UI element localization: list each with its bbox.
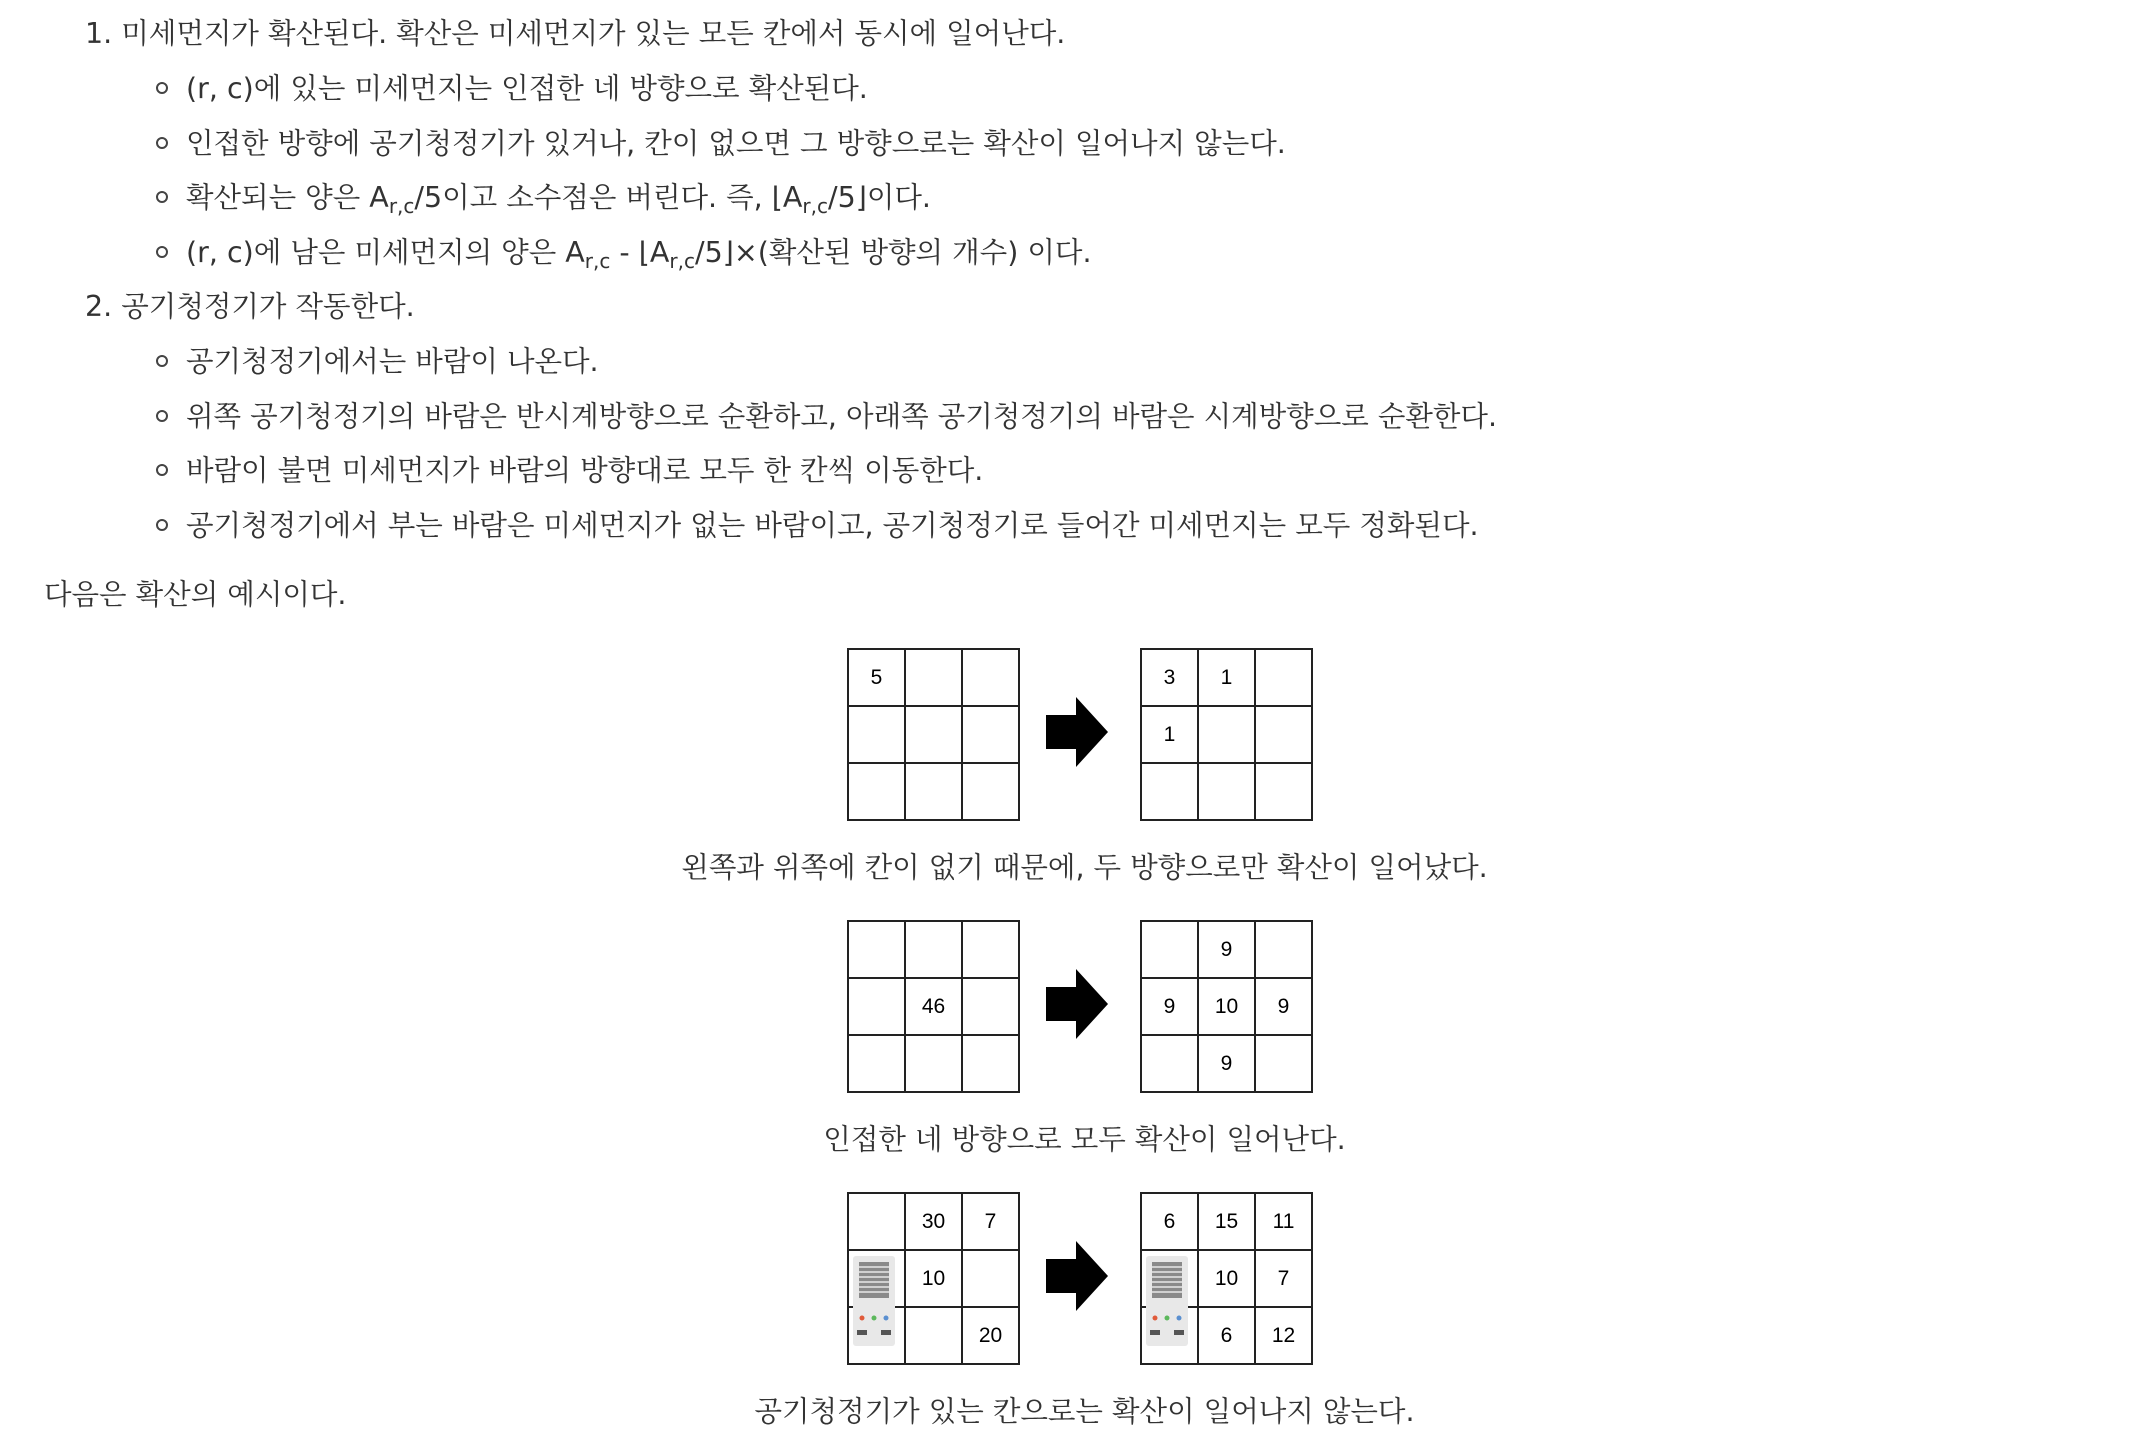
right-arrow-icon <box>1046 697 1108 767</box>
grid-cell <box>905 706 962 763</box>
grid-cell <box>1141 1035 1198 1092</box>
grid-cell <box>848 706 905 763</box>
step-2-bullet-4: 공기청정기에서 부는 바람은 미세먼지가 없는 바람이고, 공기청정기로 들어간 미세먼지는 모두 정화된다. <box>156 506 1479 546</box>
grid-cell: 9 <box>1141 978 1198 1035</box>
step-1-bullet-2: 인접한 방향에 공기청정기가 있거나, 칸이 없으면 그 방향으로는 확산이 일어나지 않는다. <box>156 124 1286 164</box>
step-1 <box>85 14 1065 54</box>
grid-cell: 15 <box>1198 1193 1255 1250</box>
grid-cell <box>905 921 962 978</box>
grid-cell: 10 <box>1198 1250 1255 1307</box>
grid-cell <box>962 1035 1019 1092</box>
example-3-caption: 공기청정기가 있는 칸으로는 확산이 일어나지 않는다. <box>754 1395 1415 1428</box>
grid-cell: 9 <box>1255 978 1312 1035</box>
bullet-icon <box>156 410 168 422</box>
grid-cell: 7 <box>1255 1250 1312 1307</box>
grid-cell <box>905 763 962 820</box>
grid-cell <box>1198 763 1255 820</box>
step-2 <box>85 287 415 327</box>
grid-cell: 10 <box>1198 978 1255 1035</box>
bullet-icon <box>156 519 168 531</box>
grid-cell <box>962 978 1019 1035</box>
grid-cell: 46 <box>905 978 962 1035</box>
grid-cell <box>848 1193 905 1250</box>
bullet-icon <box>156 246 168 258</box>
example-1-before-grid <box>847 648 1020 821</box>
step-2-bullet-3: 바람이 불면 미세먼지가 바람의 방향대로 모두 한 칸씩 이동한다. <box>156 451 983 491</box>
grid-cell <box>1255 1035 1312 1092</box>
example-1-after-grid <box>1140 648 1313 821</box>
grid-cell: 30 <box>905 1193 962 1250</box>
example-3-before <box>847 1192 1014 1359</box>
bullet-icon <box>156 355 168 367</box>
grid-cell <box>848 763 905 820</box>
grid-cell: 7 <box>962 1193 1019 1250</box>
step-2-bullet-1: 공기청정기에서는 바람이 나온다. <box>156 342 599 382</box>
example-1-caption: 왼쪽과 위쪽에 칸이 없기 때문에, 두 방향으로만 확산이 일어났다. <box>681 851 1488 884</box>
grid-cell: 12 <box>1255 1307 1312 1364</box>
examples-intro: 다음은 확산의 예시이다. <box>44 578 347 611</box>
grid-cell <box>1198 706 1255 763</box>
grid-cell <box>962 921 1019 978</box>
grid-cell <box>1255 649 1312 706</box>
step-number: 1. <box>85 17 113 50</box>
step-2-bullet-2: 위쪽 공기청정기의 바람은 반시계방향으로 순환하고, 아래쪽 공기청정기의 바람은 시계방향으로 순환한다. <box>156 397 1497 437</box>
grid-cell: 5 <box>848 649 905 706</box>
step-text: 공기청정기가 작동한다. <box>121 290 415 323</box>
grid-cell <box>1255 921 1312 978</box>
right-arrow-icon <box>1046 1241 1108 1311</box>
grid-cell: 9 <box>1198 921 1255 978</box>
grid-cell: 1 <box>1141 706 1198 763</box>
example-2-before-grid <box>847 920 1020 1093</box>
grid-cell: 11 <box>1255 1193 1312 1250</box>
grid-cell: 6 <box>1141 1193 1198 1250</box>
grid-cell <box>848 978 905 1035</box>
bullet-icon <box>156 191 168 203</box>
example-2-caption: 인접한 네 방향으로 모두 확산이 일어난다. <box>823 1123 1346 1156</box>
grid-cell <box>1255 763 1312 820</box>
step-1-bullet-1: (r, c)에 있는 미세먼지는 인접한 네 방향으로 확산된다. <box>156 69 868 109</box>
step-1-bullet-3: 확산되는 양은 $A_{r,c}/5$이고 소수점은 버린다. 즉, $⌊A_{r,c}/5⌋$이다. <box>156 178 931 218</box>
grid-cell <box>1141 921 1198 978</box>
grid-cell: 9 <box>1198 1035 1255 1092</box>
grid-cell: 6 <box>1198 1307 1255 1364</box>
grid-cell <box>1255 706 1312 763</box>
grid-cell <box>848 921 905 978</box>
grid-cell <box>905 1307 962 1364</box>
grid-cell: 3 <box>1141 649 1198 706</box>
bullet-icon <box>156 82 168 94</box>
air-purifier-icon <box>1144 1256 1190 1352</box>
grid-cell: 20 <box>962 1307 1019 1364</box>
bullet-icon <box>156 137 168 149</box>
step-text: 미세먼지가 확산된다. 확산은 미세먼지가 있는 모든 칸에서 동시에 일어난다. <box>121 17 1066 50</box>
grid-cell <box>962 1250 1019 1307</box>
grid-cell <box>962 763 1019 820</box>
grid-cell <box>905 649 962 706</box>
grid-cell <box>962 649 1019 706</box>
grid-cell <box>1141 763 1198 820</box>
step-number: 2. <box>85 290 113 323</box>
right-arrow-icon <box>1046 969 1108 1039</box>
example-3-after <box>1140 1192 1307 1359</box>
step-1-bullet-4: (r, c)에 남은 미세먼지의 양은 $A_{r,c}$ - $⌊A_{r,c}/5⌋\times$(확산된 방향의 개수) 이다. <box>156 233 1092 273</box>
grid-cell: 1 <box>1198 649 1255 706</box>
grid-cell <box>848 1035 905 1092</box>
grid-cell: 10 <box>905 1250 962 1307</box>
bullet-icon <box>156 464 168 476</box>
air-purifier-icon <box>851 1256 897 1352</box>
grid-cell <box>962 706 1019 763</box>
example-2-after-grid <box>1140 920 1313 1093</box>
grid-cell <box>905 1035 962 1092</box>
